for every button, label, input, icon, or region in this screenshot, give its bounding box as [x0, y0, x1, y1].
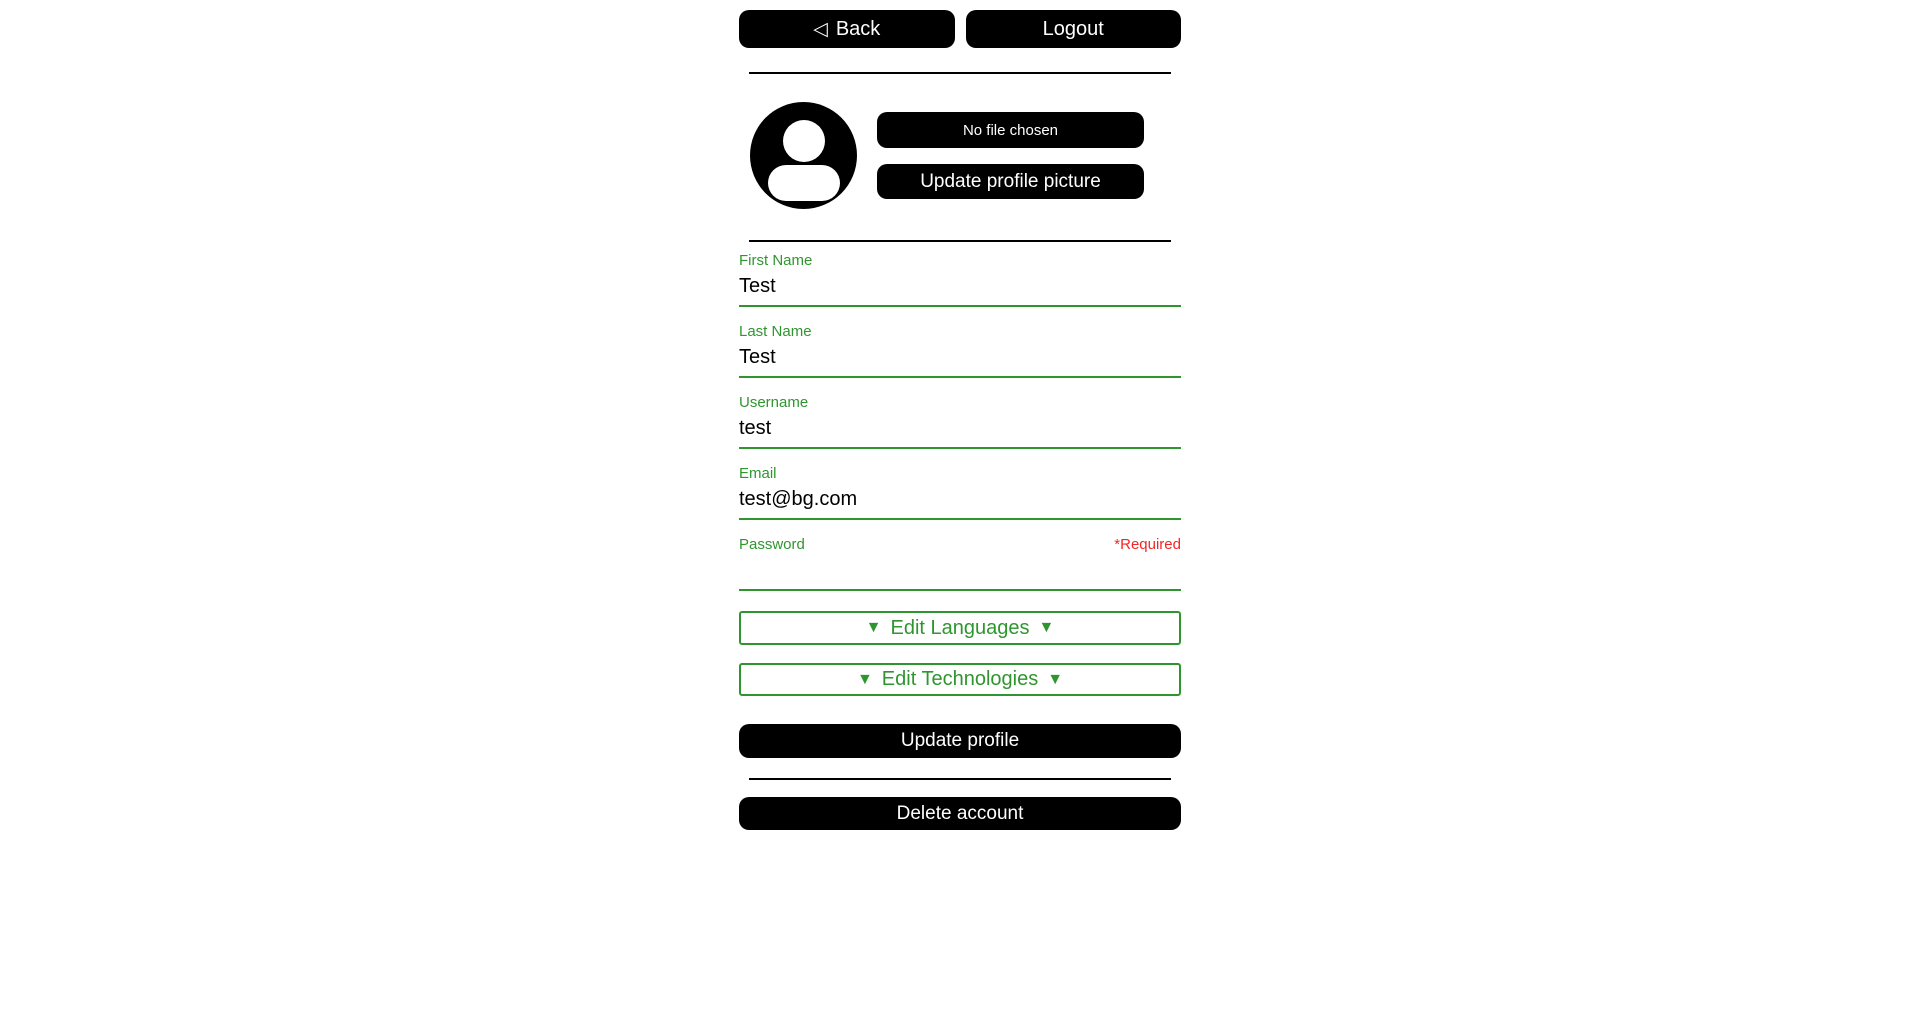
field-username — [739, 394, 1181, 449]
dropdown-triangle-icon: ▼ — [865, 619, 882, 636]
profile-page — [739, 0, 1181, 830]
delete-account-label: Delete account — [896, 802, 1024, 824]
top-button-row — [739, 10, 1181, 48]
file-input-button[interactable] — [877, 112, 1144, 148]
divider-top — [749, 72, 1171, 74]
back-button[interactable] — [739, 10, 955, 48]
avatar-head-shape — [783, 120, 825, 162]
dropdown-triangle-icon: ▼ — [1047, 670, 1064, 688]
back-button-label: Back — [835, 17, 881, 40]
dropdown-triangle-icon: ▼ — [1038, 619, 1055, 636]
field-email — [739, 465, 1181, 520]
username-input[interactable] — [739, 412, 1181, 449]
username-label: Username — [739, 394, 809, 411]
email-input[interactable] — [739, 483, 1181, 520]
update-profile-label: Update profile — [900, 730, 1020, 751]
divider-danger — [749, 778, 1171, 780]
last-name-label: Last Name — [739, 323, 812, 340]
field-first-name — [739, 252, 1181, 307]
profile-form — [739, 252, 1181, 758]
field-last-name — [739, 323, 1181, 378]
delete-account-button[interactable] — [739, 797, 1181, 830]
logout-button[interactable] — [966, 10, 1182, 48]
email-label: Email — [739, 465, 777, 482]
edit-technologies-label: Edit Technologies — [881, 668, 1039, 690]
back-triangle-icon: ◁ — [813, 18, 828, 40]
password-required-note: *Required — [1114, 536, 1181, 553]
logout-button-label: Logout — [1042, 17, 1104, 40]
dropdown-triangle-icon: ▼ — [856, 670, 873, 688]
password-input[interactable] — [739, 554, 1181, 591]
edit-technologies-button[interactable] — [739, 663, 1181, 696]
password-label: Password — [739, 536, 805, 553]
avatar-icon — [750, 102, 857, 209]
update-picture-label: Update profile picture — [920, 170, 1101, 192]
update-picture-button[interactable] — [877, 164, 1144, 199]
field-password — [739, 536, 1181, 591]
avatar-body-shape — [768, 165, 840, 201]
picture-buttons-column — [877, 112, 1144, 199]
update-profile-button[interactable] — [739, 724, 1181, 758]
first-name-input[interactable] — [739, 270, 1181, 307]
divider-picture — [749, 240, 1171, 242]
profile-picture-section — [739, 102, 1181, 209]
edit-languages-label: Edit Languages — [890, 616, 1030, 639]
edit-languages-button[interactable] — [739, 611, 1181, 645]
last-name-input[interactable] — [739, 341, 1181, 378]
first-name-label: First Name — [739, 252, 813, 269]
file-input-label: No file chosen — [962, 121, 1059, 139]
